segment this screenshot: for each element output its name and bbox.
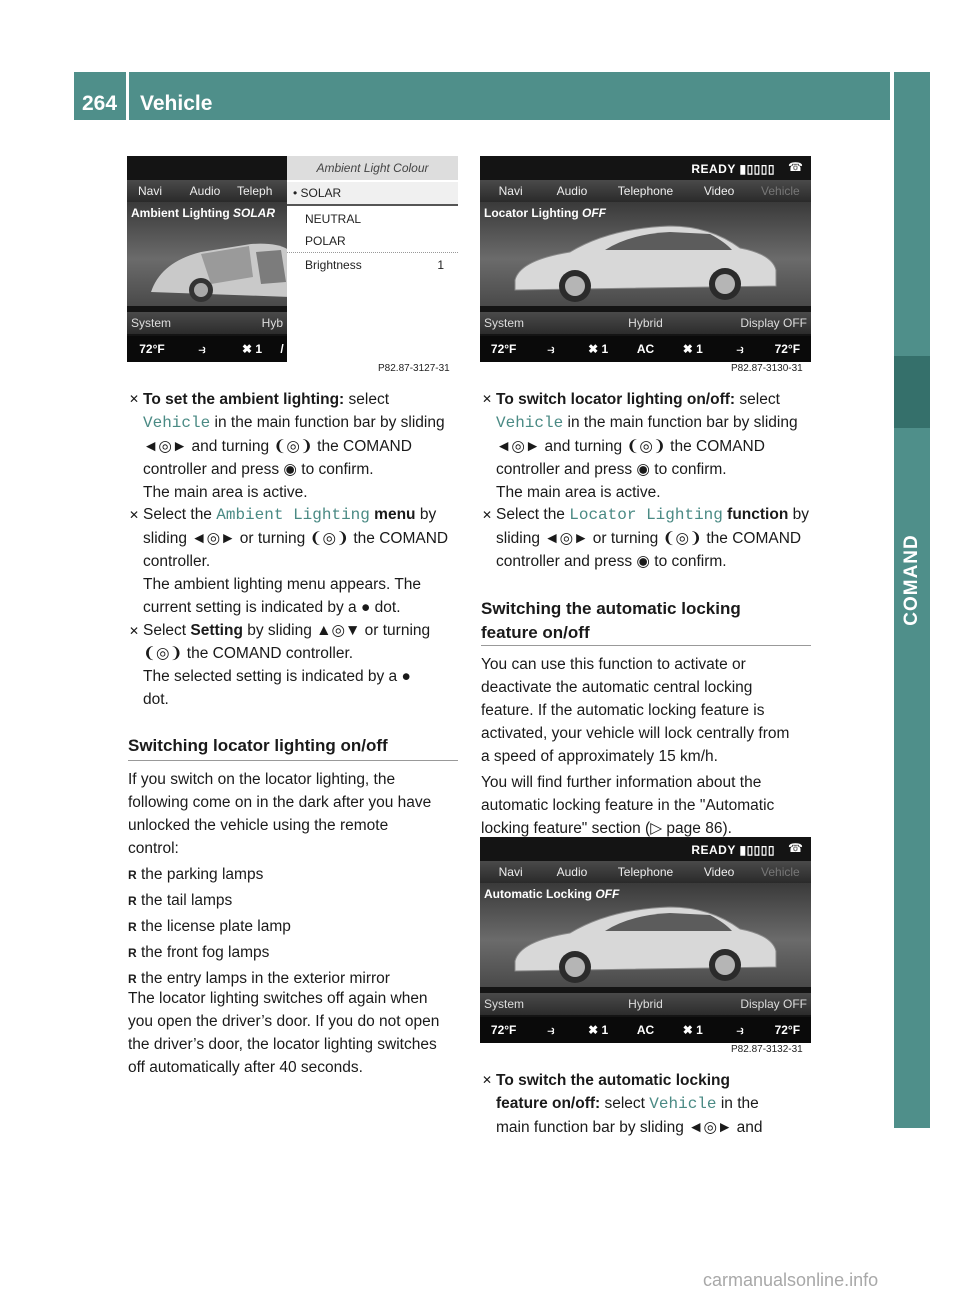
nav-telephone: Teleph xyxy=(237,184,273,198)
sys-hybrid: Hyb xyxy=(261,316,283,330)
page-number: 264 xyxy=(82,92,118,115)
climate-airflow-icon: ⥽ xyxy=(736,1023,744,1037)
nav-navi: Navi xyxy=(137,184,162,198)
climate-bar xyxy=(480,336,811,362)
nav-audio: Audio xyxy=(556,184,588,198)
watermark: carmanualsonline.info xyxy=(703,1270,879,1290)
step-locator-1: To switch locator lighting on/off: select Vehicle in the main function bar by sliding ◄◎► and turning ❨◎❩ the COMAND controller and press ◉ to confirm. The main area is active. xyxy=(496,391,798,501)
side-tab-marker xyxy=(894,356,930,428)
main-area xyxy=(480,202,811,306)
climate-airflow-icon: ⥽ xyxy=(198,342,206,356)
step-arrow-icon: ✕ xyxy=(129,392,140,406)
locator-outro: The locator lighting switches off again when you open the driver’s door. If you do not open the driver’s door, the locator lighting switches off automatically after 40 seconds. xyxy=(128,990,440,1076)
sys-display-off: Display OFF xyxy=(740,316,808,330)
climate-fan-icon: ✖ 1 xyxy=(241,342,263,356)
header-divider xyxy=(126,72,129,120)
sys-system: System xyxy=(484,316,525,330)
ready-indicator: READY ▮▯▯▯▯ xyxy=(691,843,775,857)
climate-fan-icon: ✖ 1 xyxy=(682,1023,703,1037)
step-ambient-2: Select the Ambient Lighting menu by sliding ◄◎► or turning ❨◎❩ the COMAND controller. The ambient lighting menu appears. The current setting is indicated by a ● dot. xyxy=(143,506,449,616)
locator-lamp-list xyxy=(128,862,463,992)
climate-temp-left: 72°F xyxy=(490,342,517,356)
main-area xyxy=(127,202,287,306)
climate-ac: AC xyxy=(636,342,655,356)
nav-telephone: Telephone xyxy=(617,184,674,198)
step-locator-2: Select the Locator Lighting function by sliding ◄◎► or turning ❨◎❩ the COMAND controller and press ◉ to confirm. xyxy=(496,506,809,570)
nav-telephone: Telephone xyxy=(617,865,674,879)
climate-partial: / xyxy=(280,342,284,356)
climate-temp-right: 72°F xyxy=(774,342,801,356)
system-bar xyxy=(480,312,811,334)
sys-system: System xyxy=(484,997,525,1011)
climate-airflow-icon: ⥽ xyxy=(547,342,555,356)
main-area-title: Ambient Lighting SOLAR xyxy=(131,206,275,220)
page-header xyxy=(74,72,890,120)
climate-temp-right: 72°F xyxy=(774,1023,801,1037)
menu-title: Ambient Light Colour xyxy=(287,156,458,180)
system-bar xyxy=(480,993,811,1015)
status-bar xyxy=(127,156,287,180)
menu-item-neutral: NEUTRAL xyxy=(305,212,362,226)
sys-display-off: Display OFF xyxy=(740,997,808,1011)
car-interior-image xyxy=(141,222,287,304)
figure-caption: P82.87-3132-31 xyxy=(731,1044,803,1055)
figure-caption: P82.87-3127-31 xyxy=(378,363,450,374)
list-item: R the parking lamps xyxy=(128,866,264,883)
nav-video: Video xyxy=(703,865,735,879)
main-area xyxy=(480,883,811,987)
auto-locking-intro: You can use this function to activate or deactivate the automatic central locking feature. If the automatic locking feature is activated, your vehicle will lock centrally from a speed of approximately 15 km/h. You will find further information about the automatic locking feature in the "Automatic locking feature" section (▷ page 86). xyxy=(481,656,790,837)
phone-icon: ☎ xyxy=(788,160,803,174)
list-item: R the license plate lamp xyxy=(128,918,291,935)
step-ambient-1: To set the ambient lighting: select Vehicle in the main function bar by sliding ◄◎► and turning ❨◎❩ the COMAND controller and press ◉ to confirm. The main area is active. xyxy=(143,391,445,501)
climate-fan-icon: ✖ 1 xyxy=(588,342,609,356)
menu-item-polar: POLAR xyxy=(287,230,458,253)
sys-system: System xyxy=(131,316,172,330)
nav-video: Video xyxy=(703,184,735,198)
heading-rule xyxy=(481,645,811,646)
main-function-bar xyxy=(480,180,811,202)
step-arrow-icon: ✕ xyxy=(482,508,493,522)
climate-fan-icon: ✖ 1 xyxy=(588,1023,609,1037)
menu-item-solar: • SOLAR xyxy=(287,182,458,206)
main-area-title: Locator Lighting OFF xyxy=(484,206,606,220)
step-arrow-icon: ✕ xyxy=(129,508,140,522)
climate-fan-icon: ✖ 1 xyxy=(682,342,703,356)
page-title: Vehicle xyxy=(140,92,213,115)
climate-airflow-icon: ⥽ xyxy=(547,1023,555,1037)
heading-rule xyxy=(128,760,458,761)
brightness-value: 1 xyxy=(437,258,444,272)
list-item: R the front fog lamps xyxy=(128,944,270,961)
main-function-bar xyxy=(480,861,811,883)
main-area-title: Automatic Locking OFF xyxy=(484,887,620,901)
phone-icon: ☎ xyxy=(788,841,803,855)
nav-audio: Audio xyxy=(556,865,588,879)
figure-caption: P82.87-3130-31 xyxy=(731,363,803,374)
climate-bar xyxy=(127,336,287,362)
climate-bar xyxy=(480,1017,811,1043)
menu-item-brightness: Brightness 1 xyxy=(287,254,458,276)
nav-navi: Navi xyxy=(498,865,523,879)
list-item: R the tail lamps xyxy=(128,892,233,909)
car-image xyxy=(510,220,780,304)
nav-audio: Audio xyxy=(189,184,221,198)
system-bar xyxy=(127,312,287,334)
nav-vehicle: Vehicle xyxy=(761,865,800,879)
step-ambient-3: Select Setting by sliding ▲◎▼ or turning ❨◎❩ the COMAND controller. The selected setting is indicated by a ● dot. xyxy=(143,622,431,708)
locator-lighting-screen xyxy=(480,156,811,362)
main-function-bar xyxy=(127,180,287,202)
climate-temp: 72°F xyxy=(139,342,165,356)
side-label: COMAND xyxy=(901,534,922,626)
step-arrow-icon: ✕ xyxy=(129,624,140,638)
locator-intro: If you switch on the locator lighting, the following come on in the dark after you have unlocked the vehicle using the remote control: xyxy=(128,771,432,857)
automatic-locking-screen xyxy=(480,837,811,1043)
nav-vehicle: Vehicle xyxy=(761,184,800,198)
climate-airflow-icon: ⥽ xyxy=(736,342,744,356)
sys-hybrid: Hybrid xyxy=(628,997,663,1011)
step-arrow-icon: ✕ xyxy=(482,392,493,406)
step-auto-locking-1: To switch the automatic locking feature on/off: select Vehicle in the main function bar by sliding ◄◎► and xyxy=(496,1072,763,1136)
ready-indicator: READY ▮▯▯▯▯ xyxy=(691,162,775,176)
status-bar xyxy=(480,156,811,180)
sys-hybrid: Hybrid xyxy=(628,316,663,330)
status-bar xyxy=(480,837,811,861)
car-image xyxy=(510,901,780,985)
climate-ac: AC xyxy=(636,1023,655,1037)
list-item: R the entry lamps in the exterior mirror xyxy=(128,970,390,987)
step-arrow-icon: ✕ xyxy=(482,1073,493,1087)
ambient-light-screen xyxy=(127,156,287,362)
section-heading-auto-locking: Switching the automatic locking feature on/off xyxy=(481,599,741,642)
ambient-light-colour-menu xyxy=(287,156,458,362)
nav-navi: Navi xyxy=(498,184,523,198)
section-heading-locator: Switching locator lighting on/off xyxy=(128,736,388,755)
climate-temp-left: 72°F xyxy=(490,1023,517,1037)
